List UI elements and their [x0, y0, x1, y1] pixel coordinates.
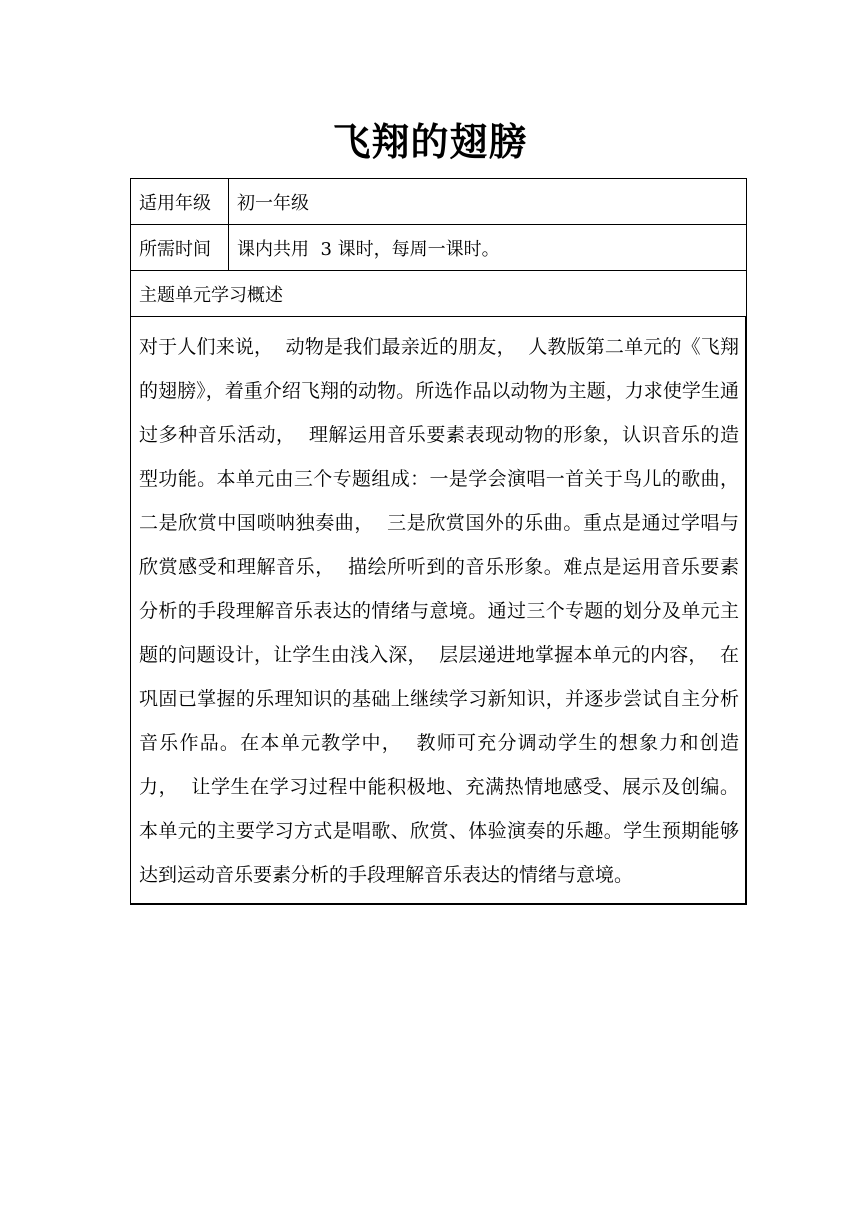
- page-title: 飞翔的翅膀: [332, 120, 528, 164]
- unit-info-table: [130, 178, 752, 905]
- time-value-text: 课内共用 3 课时，每周一课时。: [237, 238, 500, 260]
- overview-heading: 主题单元学习概述: [131, 271, 747, 317]
- overview-text: [131, 317, 752, 905]
- time-row: [131, 225, 747, 271]
- overview-paragraph: 对于人们来说， 动物是我们最亲近的朋友， 人教版第二单元的《飞翔的翅膀》，着重介绍飞翔的动物。所选作品以动物为主题，力求使学生通过多种音乐活动， 理解运用音乐要素表现动物的形象，认识音乐的造型功能。本单元由三个专题组成：一是学会演唱一首关于鸟儿的歌曲， 二是欣赏中国唢呐独奏曲， 三是欣赏国外的乐曲。重点是通过学唱与欣赏感受和理解音乐， 描绘所听到的音乐形象。难点是运用音乐要素分析的手段理解音乐表达的情绪与意境。通过三个专题的划分及单元主题的问题设计，让学生由浅入深， 层层递进地掌握本单元的内容， 在巩固已掌握的乐理知识的基础上继续学习新知识，并逐步尝试自主分析音乐作品。在本单元教学中， 教师可充分调动学生的想象力和创造力， 让学生在学习过程中能积极地、充满热情地感受、展示及创编。本单元的主要学习方式是唱歌、欣赏、体验演奏的乐趣。学生预期能够达到运动音乐要素分析的手段理解音乐表达的情绪与意境。: [139, 336, 752, 886]
- grade-row: [131, 179, 747, 225]
- overview-body-row: [131, 317, 747, 905]
- grade-value: 初一年级: [229, 179, 747, 225]
- time-value: [229, 225, 747, 271]
- overview-heading-row: [131, 271, 747, 317]
- time-label: 所需时间: [131, 225, 229, 271]
- grade-label: 适用年级: [131, 179, 229, 225]
